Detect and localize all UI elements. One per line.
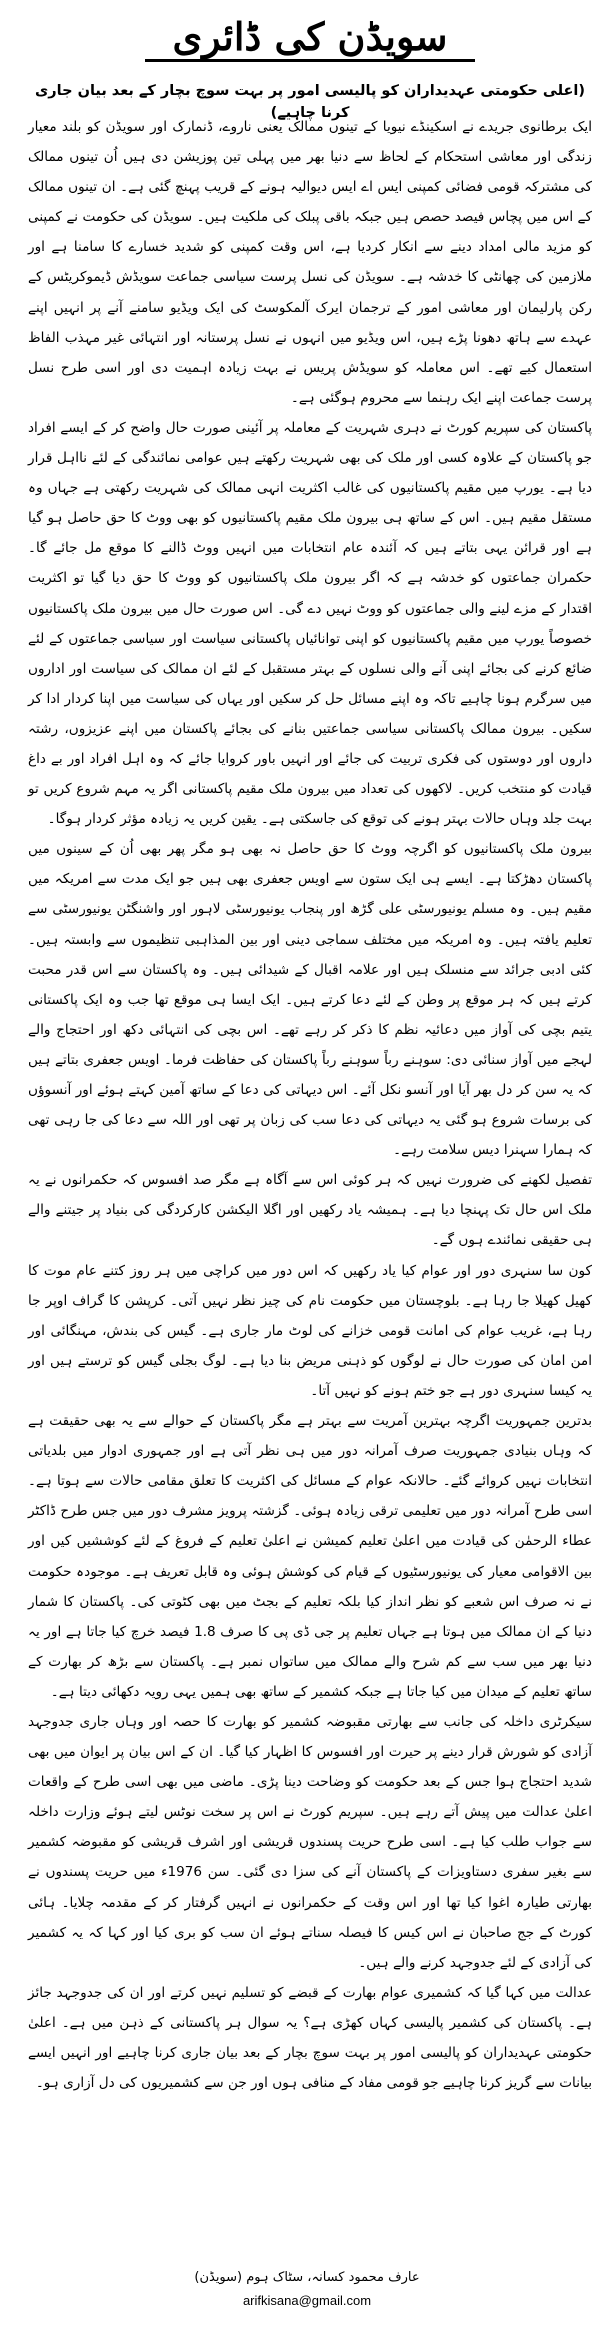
paragraph: عدالت میں کہا گیا کہ کشمیری عوام بھارت کے قبضے کو تسلیم نہیں کرتے اور ان کی جدوجہد جائز ہے۔ پاکستان کی کشمیر پالیسی کہاں کھڑی ہے؟ یہ سوال ہر پاکستانی کے ذہن میں ہے۔ اعلیٰ حکومتی عہدیداران کو پالیسی امور پر بہت سوچ بچار کے بعد بیان جاری کرنا چاہیے اور انہیں ایسے بیانات سے گریز کرنا چاہیے جو قومی مفاد کے منافی ہوں اور جن سے کشمیریوں کی دل آزاری ہو۔ [28, 1984, 592, 2092]
column-body [28, 112, 592, 2252]
paragraph: بدترین جمہوریت اگرچہ بہترین آمریت سے بہتر ہے مگر پاکستان کے حوالے سے یہ بھی حقیقت ہے کہ وہاں بنیادی جمہوریت صرف آمرانہ دور میں ہی نظر آتی ہے اور جمہوری ادوار میں بلدیاتی انتخابات نہیں کروائے گئے۔ حالانکہ عوام کے مسائل کی اکثریت کا تعلق مقامی حالات سے ہوتا ہے۔ اسی طرح آمرانہ دور میں تعلیمی ترقی زیادہ ہوئی۔ گزشتہ پرویز مشرف دور میں جس طرح ڈاکٹر عطاء الرحمٰن کی قیادت میں اعلیٰ تعلیم کمیشن نے اعلیٰ تعلیم کے فروغ کے لئے کوششیں کیں اور بین الاقوامی معیار کی یونیورسٹیوں کے قیام کی کوشش ہوئی وہ قابل تعریف ہے۔ موجودہ حکومت نے نہ صرف اس شعبے کو نظر انداز کیا بلکہ تعلیم کے بجٹ میں بھی کٹوتی کی۔ پاکستان کا شمار دنیا کے ان ممالک میں ہوتا ہے جہاں تعلیم پر جی ڈی پی کا صرف 1.8 فیصد خرچ کیا جاتا ہے اور یہ دنیا بھر میں سب سے کم شرح والے ممالک میں ساتواں نمبر ہے۔ پاکستان سے بڑھ کر بھارت کے ساتھ تعلیم کے میدان میں کیا جاتا ہے جبکہ کشمیر کے ساتھ بھی ہمیں یہی رویہ دکھائی دیتا ہے۔ [28, 1413, 592, 1700]
column-title: سویڈن کی ڈائری [145, 10, 476, 64]
paragraph: سیکرٹری داخلہ کی جانب سے بھارتی مقبوضہ کشمیر کو بھارت کا حصہ اور وہاں جاری جدوجہد آزادی کو شورش قرار دینے پر حیرت اور افسوس کا اظہار کیا گیا۔ ان کے اس بیان پر ایوان میں بھی شدید احتجاج ہوا جس کے بعد حکومت کو وضاحت دینا پڑی۔ ماضی میں بھی اسی طرح کے واقعات اعلیٰ عدالت میں پیش آتے رہے ہیں۔ سپریم کورٹ نے اس پر سخت نوٹس لیتے ہوئے وزارت داخلہ سے جواب طلب کیا ہے۔ اسی طرح حریت پسندوں قریشی اور اشرف قریشی کو مقبوضہ کشمیر سے بغیر سفری دستاویزات کے پاکستان آنے کی سزا دی گئی۔ سن 1976ء میں حریت پسندوں نے بھارتی طیارہ اغوا کیا تھا اور اس وقت کے حکمرانوں نے انہیں گرفتار کر کے مقدمہ چلایا۔ ہائی کورٹ کے جج صاحبان نے اس کیس کا فیصلہ سناتے ہوئے ان سب کو بری کیا اور کہا کہ یہ کشمیر کی آزادی کے لئے جدوجہد کرنے والے ہیں۔ [28, 1713, 593, 1971]
author-email: arifkisana@gmail.com [242, 2293, 372, 2308]
author-signature: عارف محمود کسانہ، سٹاک ہوم (سویڈن) [194, 2270, 420, 2285]
paragraph: پاکستان کی سپریم کورٹ نے دہری شہریت کے معاملہ پر آئینی صورت حال واضح کر کے ایسے افراد جو پاکستان کے علاوہ کسی اور ملک کی بھی شہریت رکھتے ہیں عوامی نمائندگی کے لئے نااہل قرار دیا ہے۔ یورپ میں مقیم پاکستانیوں کی غالب اکثریت انہی ممالک کی شہریت رکھتی ہے جہاں وہ مستقل مقیم ہیں۔ اس کے ساتھ ہی بیرون ملک مقیم پاکستانیوں کو بھی ووٹ کا حق حاصل ہو گیا ہے اور قرائن یہی بتاتے ہیں کہ آئندہ عام انتخابات میں انہیں ووٹ ڈالنے کا موقع مل جائے گا۔ حکمران جماعتوں کو خدشہ ہے کہ اگر بیرون ملک پاکستانیوں کو ووٹ کا حق دیا گیا تو اکثریت اقتدار کے مزے لینے والی جماعتوں کو ووٹ نہیں دے گی۔ اس صورت حال میں بیرون ملک پاکستانیوں خصوصاً یورپ میں مقیم پاکستانیوں کو اپنی توانائیاں پاکستانی سیاست اور سیاسی جماعتوں کے لئے ضائع کرنے کی بجائے اپنی آنے والی نسلوں کے بہتر مستقبل کے لئے ان ممالک کی سیاست اور اداروں میں سرگرم ہونا چاہیے تاکہ وہ اپنے مسائل حل کر سکیں اور یہاں کی سیاست میں اپنا کردار ادا کر سکیں۔ بیرون ممالک پاکستانی سیاسی جماعتیں بنانے کی بجائے پاکستان میں اپنے عزیزوں، رشتہ داروں اور دوستوں کی فکری تربیت کی جائے اور انہیں باور کروایا جائے کہ وہ اہل افراد اور بے داغ قیادت کو منتخب کریں۔ لاکھوں کی تعداد میں بیرون ملک مقیم پاکستانی اگر یہ مہم شروع کریں تو بہت جلد وہاں حالات بہتر ہونے کی توقع کی جاسکتی ہے۔ یقین کریں یہ زیادہ مؤثر کردار ہوگا۔ [28, 419, 592, 828]
title-block [28, 10, 592, 72]
column-subtitle: (اعلی حکومتی عہدیداران کو پالیسی امور پر بہت سوچ بچار کے بعد بیان جاری کرنا چاہیے) [35, 83, 585, 121]
paragraph: تفصیل لکھنے کی ضرورت نہیں کہ ہر کوئی اس سے آگاہ ہے مگر صد افسوس کہ حکمرانوں نے یہ ملک اس حال تک پہنچا دیا ہے۔ ہمیشہ یاد رکھیں اور اگلا الیکشن کارکردگی کی بنیاد پر جیتنے والے ہی حقیقی نمائندے ہوں گے۔ [28, 1172, 592, 1249]
paragraph: بیرون ملک پاکستانیوں کو اگرچہ ووٹ کا حق حاصل نہ بھی ہو مگر پھر بھی اُن کے سینوں میں پاکستان دھڑکتا ہے۔ ایسے ہی ایک ستون سے اویس جعفری بھی ہیں جو ایک مدت سے امریکہ میں مقیم ہیں۔ وہ مسلم یونیورسٹی علی گڑھ اور پنجاب یونیورسٹی لاہور اور واشنگٹن یونیورسٹی سے تعلیم یافتہ ہیں۔ وہ امریکہ میں مختلف سماجی دینی اور بین المذاہبی تنظیموں سے وابستہ ہیں۔ کئی ادبی جرائد سے منسلک ہیں اور علامہ اقبال کے شیدائی ہیں۔ وہ پاکستان سے اس قدر محبت کرتے ہیں کہ ہر موقع پر وطن کے لئے دعا کرتے ہیں۔ ایک ایسا ہی موقع تھا جب وہ ایک پاکستانی یتیم بچی کی آواز میں دعائیہ نظم کا ذکر کر رہے تھے۔ اس بچی کی انتہائی دکھ اور احتجاج والے لہجے میں آواز سنائی دی: سوہنے رباً سوہنے رباً پاکستان کی حفاظت فرما۔ اویس جعفری بتاتے ہیں کہ یہ سن کر دل بھر آیا اور آنسو نکل آئے۔ اس دیہاتی کی دعا کے ساتھ آمین کہتے ہوئے اور آنسوؤں کی برسات شروع ہو گئی یہ دیہاتی کی دعا سب کی زبان پر تھی اور اللہ سے دعا کی جا رہی تھی کہ ہمارا سہنرا دیس سلامت رہے۔ [28, 841, 592, 1159]
paragraph: ایک برطانوی جریدے نے اسکینڈے نیویا کے تینوں ممالک یعنی ناروے، ڈنمارک اور سویڈن کو بلند معیار زندگی اور معاشی استحکام کے لحاظ سے دنیا بھر میں پہلی تین پوزیشن دی ہیں اُن تینوں ممالک کی مشترکہ قومی فضائی کمپنی ایس اے ایس دیوالیہ ہونے کے قریب پہنچ گئی ہے۔ ان تینوں ممالک کے اس میں پچاس فیصد حصص ہیں جبکہ باقی پبلک کی ملکیت ہیں۔ سویڈن کی حکومت نے کمپنی کو مزید مالی امداد دینے سے انکار کردیا ہے، اس وقت کمپنی کو شدید خسارے کا سامنا ہے اور ملازمین کی چھانٹی کا خدشہ ہے۔ سویڈن کی نسل پرست سیاسی جماعت سویڈش ڈیموکریٹس کے رکن پارلیمان اور معاشی امور کے ترجمان ایرک آلمکوسٹ کی ایک ویڈیو سامنے آنے پر انہیں اپنے عہدے سے ہاتھ دھونا پڑے ہیں، اس ویڈیو میں انہوں نے نسل پرستانہ اور انتہائی غیر مہذب الفاظ استعمال کیے تھے۔ اس معاملہ کو سویڈش پریس نے بہت زیادہ اہمیت دی اور اسی طرح نسل پرست جماعت اپنے ایک رہنما سے محروم ہوگئی ہے۔ [28, 119, 592, 406]
paragraph: کون سا سنہری دور اور عوام کیا یاد رکھیں کہ اس دور میں کراچی میں ہر روز کتنے عام موت کا کھیل کھیلا جا رہا ہے۔ بلوچستان میں حکومت نام کی چیز نظر نہیں آتی۔ کرپشن کا گراف اوپر جا رہا ہے، غریب عوام کی امانت قومی خزانے کی لوٹ مار جاری ہے۔ گیس کی بندش، مہنگائی اور امن امان کی صورت حال نے لوگوں کو ذہنی مریض بنا دیا ہے۔ لوگ بجلی گیس کو ترستے ہیں اور یہ کیسا سنہری دور ہے جو ختم ہونے کو نہیں آتا۔ [28, 1262, 592, 1399]
